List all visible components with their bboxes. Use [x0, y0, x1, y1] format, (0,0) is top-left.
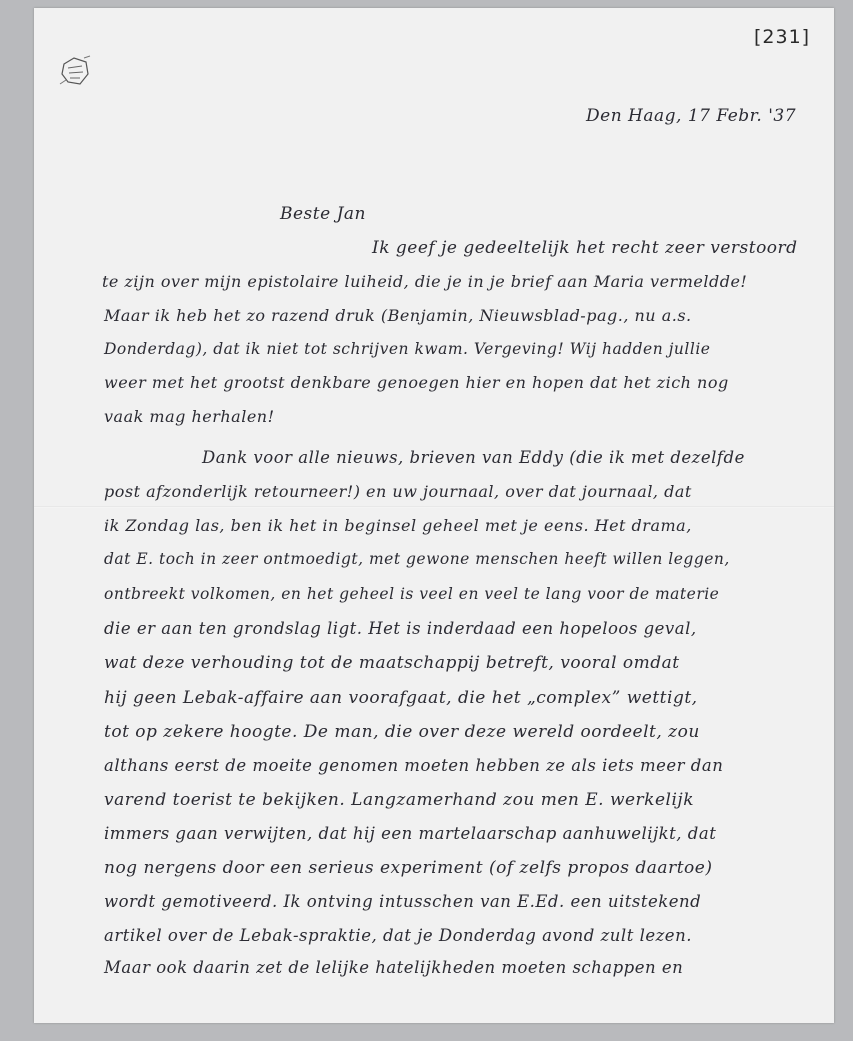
letter-line: Dank voor alle nieuws, brieven van Eddy (die ik met dezelfde — [202, 448, 745, 467]
letter-line: immers gaan verwijten, dat hij een martelaarschap aanhuwelijkt, dat — [104, 824, 717, 843]
letter-line: tot op zekere hoogte. De man, die over deze wereld oordeelt, zou — [104, 722, 700, 742]
paper-fold — [34, 506, 834, 508]
stamp-icon — [56, 54, 96, 90]
letter-line: hij geen Lebak-affaire aan voorafgaat, die het „complex” wettigt, — [104, 688, 698, 708]
letter-line: vaak mag herhalen! — [104, 407, 275, 426]
letter-line: varend toerist te bekijken. Langzamerhand zou men E. werkelijk — [104, 790, 694, 810]
letter-line: ontbreekt volkomen, en het geheel is veel en veel te lang voor de materie — [104, 585, 720, 603]
letter-line: die er aan ten grondslag ligt. Het is inderdaad een hopeloos geval, — [104, 619, 697, 638]
place-date: Den Haag, 17 Febr. '37 — [586, 106, 797, 126]
letter-line: Maar ik heb het zo razend druk (Benjamin, Nieuwsblad-pag., nu a.s. — [104, 306, 692, 325]
letter-line: althans eerst de moeite genomen moeten hebben ze als iets meer dan — [104, 756, 724, 775]
letter-line: nog nergens door een serieus experiment (of zelfs propos daartoe) — [104, 858, 713, 878]
letter-line: wordt gemotiveerd. Ik ontving intusschen van E.Ed. een uitstekend — [104, 892, 702, 911]
salutation: Beste Jan — [280, 204, 366, 224]
letter-line: artikel over de Lebak-spraktie, dat je Donderdag avond zult lezen. — [104, 926, 692, 945]
letter-line: dat E. toch in zeer ontmoedigt, met gewone menschen heeft willen leggen, — [104, 550, 730, 568]
letter-line: wat deze verhouding tot de maatschappij betreft, vooral omdat — [104, 653, 680, 673]
letter-line: ik Zondag las, ben ik het in beginsel geheel met je eens. Het drama, — [104, 516, 692, 535]
letter-line: post afzonderlijk retourneer!) en uw journaal, over dat journaal, dat — [104, 482, 692, 501]
letter-line: Ik geef je gedeeltelijk het recht zeer verstoord — [372, 238, 798, 258]
letter-sheet — [34, 8, 834, 1023]
letter-line: weer met het grootst denkbare genoegen hier en hopen dat het zich nog — [104, 373, 729, 392]
letter-line: Maar ook daarin zet de lelijke hatelijkheden moeten schappen en — [104, 958, 684, 977]
archive-number: [231] — [754, 26, 811, 48]
letter-line: te zijn over mijn epistolaire luiheid, die je in je brief aan Maria vermeldde! — [102, 272, 748, 291]
letter-line: Donderdag), dat ik niet tot schrijven kwam. Vergeving! Wij hadden jullie — [104, 340, 711, 358]
